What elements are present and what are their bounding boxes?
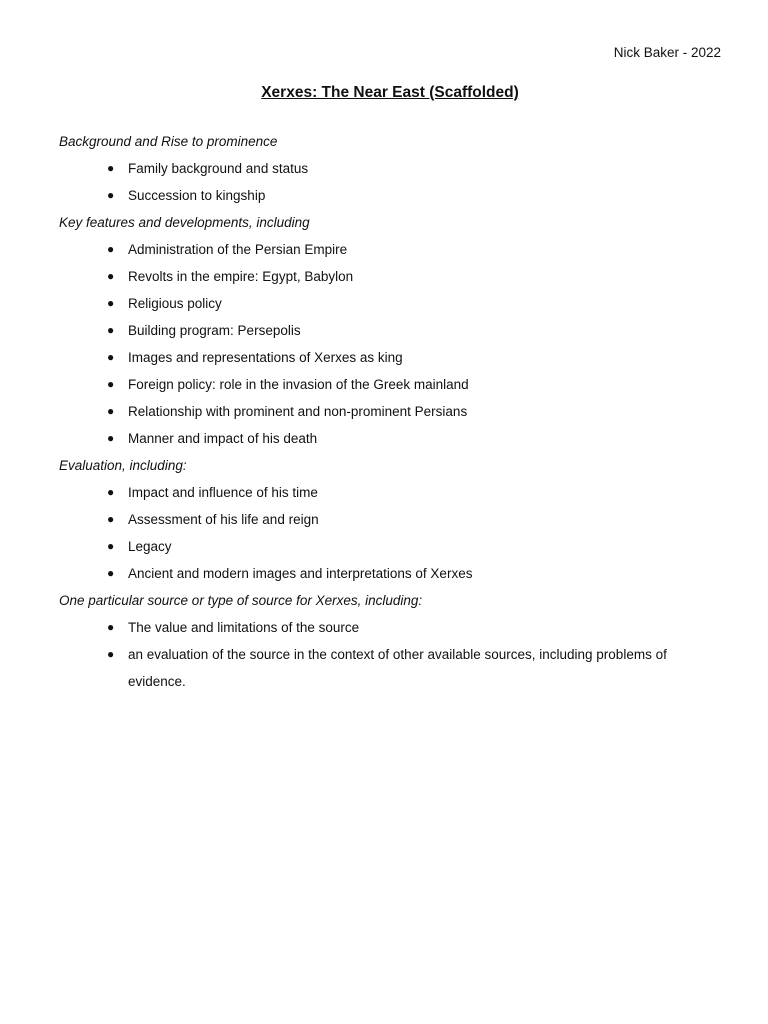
list-item-text: Administration of the Persian Empire: [128, 242, 348, 257]
list-item: [59, 236, 719, 263]
list-item-text: Building program: Persepolis: [128, 323, 301, 338]
list-item-text: Legacy: [128, 539, 172, 554]
list-item: [59, 479, 719, 506]
list-item-text: The value and limitations of the source: [128, 620, 360, 635]
bullet-list: [59, 236, 719, 452]
bullet-list: [59, 155, 719, 209]
list-item-text: Impact and influence of his time: [128, 485, 318, 500]
list-item-text: Family background and status: [128, 161, 309, 176]
document-body: [59, 128, 719, 695]
bullet-icon: ●: [107, 404, 115, 418]
list-item: [59, 290, 719, 317]
section-background: [59, 128, 719, 209]
author-year: Nick Baker - 2022: [613, 45, 721, 60]
list-item: [59, 182, 719, 209]
section-source: [59, 587, 719, 695]
list-item-text: Religious policy: [128, 296, 222, 311]
bullet-list: [59, 479, 719, 587]
list-item-text: an evaluation of the source in the context of other available sources, including problems of evidence.: [128, 647, 667, 689]
list-item: [59, 344, 719, 371]
list-item-text: Assessment of his life and reign: [128, 512, 319, 527]
bullet-icon: ●: [107, 296, 115, 310]
section-key-features: [59, 209, 719, 452]
bullet-icon: ●: [107, 620, 115, 634]
list-item-text: Foreign policy: role in the invasion of the Greek mainland: [128, 377, 469, 392]
list-item: [59, 263, 719, 290]
bullet-list: [59, 614, 719, 695]
section-heading: Key features and developments, including: [59, 214, 310, 230]
list-item: [59, 641, 719, 695]
bullet-icon: ●: [107, 161, 115, 175]
bullet-icon: ●: [107, 512, 115, 526]
list-item: [59, 425, 719, 452]
document-title: Xerxes: The Near East (Scaffolded): [261, 84, 519, 101]
bullet-icon: ●: [107, 377, 115, 391]
section-heading: Background and Rise to prominence: [59, 133, 278, 149]
section-evaluation: [59, 452, 719, 587]
list-item-text: Revolts in the empire: Egypt, Babylon: [128, 269, 354, 284]
bullet-icon: ●: [107, 431, 115, 445]
list-item-text: Succession to kingship: [128, 188, 266, 203]
bullet-icon: ●: [107, 350, 115, 364]
list-item: [59, 506, 719, 533]
bullet-icon: ●: [107, 188, 115, 202]
list-item-text: Ancient and modern images and interpretations of Xerxes: [128, 566, 473, 581]
bullet-icon: ●: [107, 647, 115, 661]
bullet-icon: ●: [107, 566, 115, 580]
list-item: [59, 317, 719, 344]
list-item: [59, 398, 719, 425]
bullet-icon: ●: [107, 323, 115, 337]
list-item: [59, 614, 719, 641]
section-heading: One particular source or type of source for Xerxes, including:: [59, 592, 423, 608]
bullet-icon: ●: [107, 242, 115, 256]
list-item-text: Manner and impact of his death: [128, 431, 318, 446]
list-item: [59, 371, 719, 398]
list-item-text: Relationship with prominent and non-prominent Persians: [128, 404, 468, 419]
bullet-icon: ●: [107, 269, 115, 283]
list-item: [59, 533, 719, 560]
list-item: [59, 560, 719, 587]
list-item-text: Images and representations of Xerxes as king: [128, 350, 403, 365]
section-heading: Evaluation, including:: [59, 457, 187, 473]
bullet-icon: ●: [107, 539, 115, 553]
bullet-icon: ●: [107, 485, 115, 499]
list-item: [59, 155, 719, 182]
